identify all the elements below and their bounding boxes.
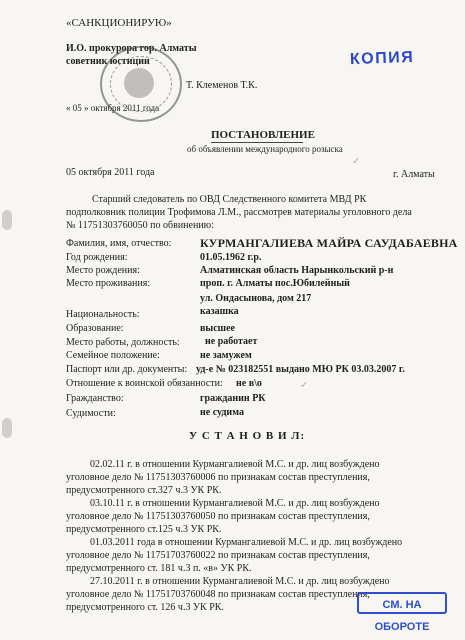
paragraph-line: уголовное дело № 11751303760006 по признакам состав преступления, [66,472,370,483]
document-city: г. Алматы [393,169,435,180]
approval-line-2: советник юстиции [66,56,150,67]
document-subtitle: об объявлении международного розыска [187,144,343,154]
intro-line: № 11751303760050 по обвинению: [66,220,214,231]
field-value-fullname: КУРМАНГАЛИЕВА МАЙРА САУДАБАЕВНА [200,236,458,250]
field-value: казашка [200,306,239,317]
approval-signer: Т. Клеменов Т.К. [186,80,258,91]
paragraph-line: 01.03.2011 года в отношении Курмангалиевой М.С. и др. лиц возбуждено [90,537,403,548]
field-value: не в\о [236,378,262,389]
field-label: Место рождения: [66,265,140,276]
field-label: Судимости: [66,408,116,419]
field-label: Место проживания: [66,278,151,289]
field-value: гражданин РК [200,393,266,404]
approval-line-1: И.О. прокурора гор. Алматы [66,43,197,54]
field-value: не замужем [200,350,252,361]
check-mark: ✓ [300,380,309,391]
paragraph-line: предусмотренного ст.327 ч.3 УК РК. [66,485,222,496]
field-value: Алматинская область Нарынкольский р-н [200,265,394,276]
approval-date: « 05 » октября 2011 года [66,103,160,113]
intro-line: Старший следователь по ОВД Следственного комитета МВД РК [92,194,367,205]
paragraph-line: предусмотренного ст. 181 ч.3 п. «в» УК РК. [66,563,252,574]
field-value: ул. Ондасынова, дом 217 [200,293,312,304]
field-value: не работает [205,336,258,347]
paragraph-line: 27.10.2011 г. в отношении Курмангалиевой М.С. и др. лиц возбуждено [90,576,390,587]
paragraph-line: уголовное дело № 11751703760048 по признакам состав преступления, [66,589,370,600]
approval-title: «САНКЦИОНИРУЮ» [66,17,172,29]
copy-stamp: КОПИЯ [349,48,415,69]
field-value: высшее [200,323,235,334]
document-title: ПОСТАНОВЛЕНИЕ [211,129,315,141]
field-label: Место работы, должность: [66,337,180,348]
punch-hole-mark [2,418,12,438]
paragraph-line: предусмотренного ст.125 ч.3 УК РК. [66,524,222,535]
paragraph-line: 03.10.11 г. в отношении Курмангалиевой М.С. и др. лиц возбуждено [90,498,380,509]
intro-line: подполковник полиции Трофимова Л.М., рассмотрев материалы уголовного дела [66,207,412,218]
check-mark: ✓ [352,156,361,167]
punch-hole-mark [2,210,12,230]
field-label: Отношение к воинской обязанности: [66,378,223,389]
field-value: проп. г. Алматы пос.Юбилейный [200,278,350,289]
paragraph-line: 02.02.11 г. в отношении Курмангалиевой М.С. и др. лиц возбуждено [90,459,380,470]
field-label: Образование: [66,323,124,334]
field-label: Семейное положение: [66,350,160,361]
field-value: не судима [200,407,244,418]
field-value: 01.05.1962 г.р. [200,252,262,263]
field-value: уд-е № 023182551 выдано МЮ РК 03.03.2007 г. [196,364,405,375]
established-heading: У С Т А Н О В И Л: [189,430,306,442]
field-label: Фамилия, имя, отчество: [66,238,172,249]
field-label: Гражданство: [66,393,124,404]
field-label: Паспорт или др. документы: [66,364,188,375]
field-label: Год рождения: [66,252,128,263]
round-seal-stamp [100,46,182,122]
document-date: 05 октября 2011 года [66,167,155,178]
paragraph-line: предусмотренного ст. 126 ч.3 УК РК. [66,602,224,613]
paragraph-line: уголовное дело № 11751303760050 по признакам состав преступления, [66,511,370,522]
see-over-stamp: СМ. НА ОБОРОТЕ [357,592,447,614]
title-underline [211,142,303,143]
field-label: Национальность: [66,309,140,320]
paragraph-line: уголовное дело № 11751703760022 по признакам состав преступления, [66,550,370,561]
